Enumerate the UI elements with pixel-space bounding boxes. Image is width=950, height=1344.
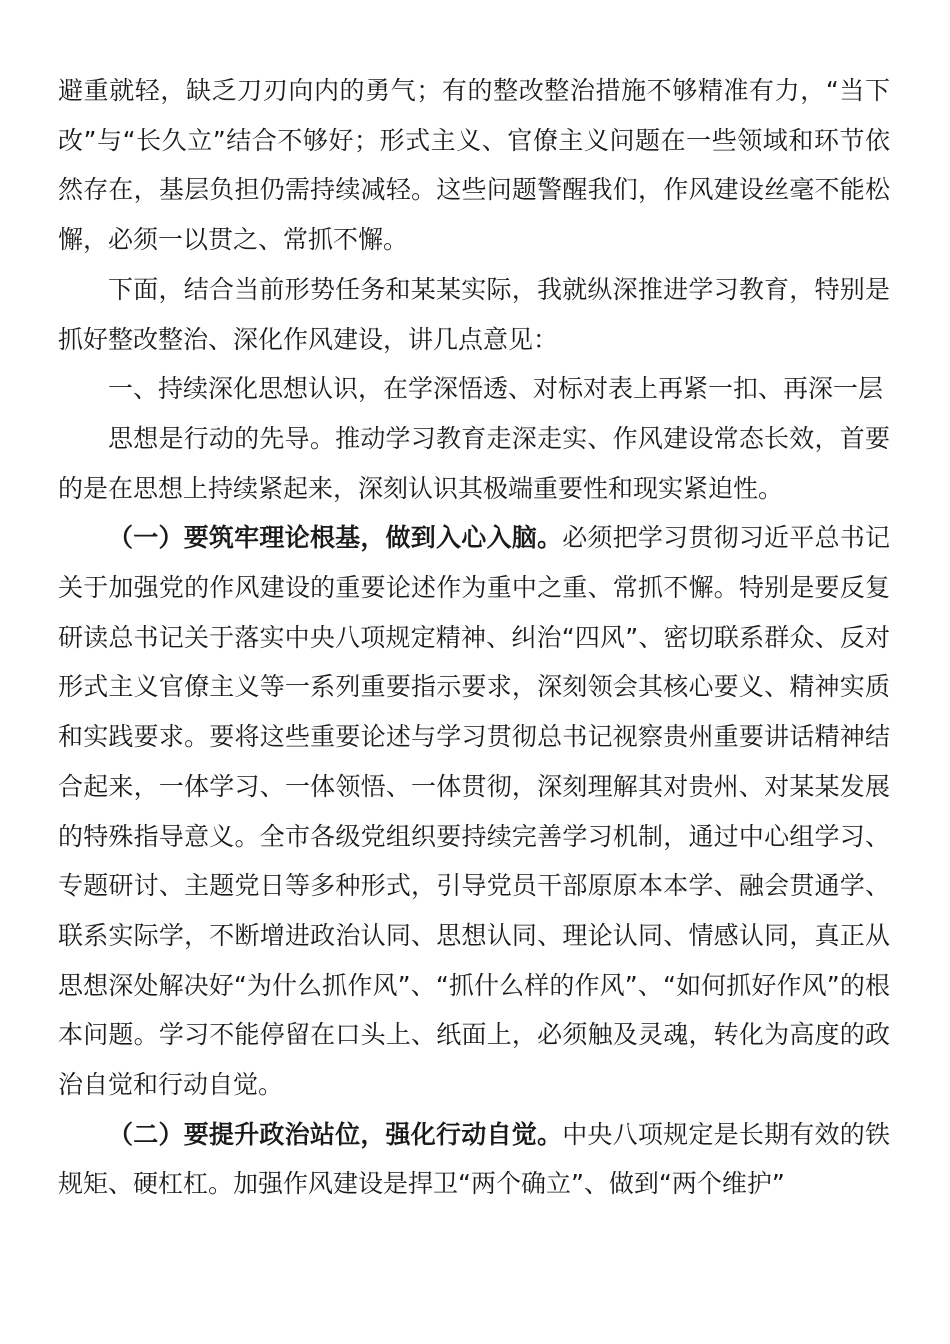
paragraph-text: 避重就轻，缺乏刀刃向内的勇气；有的整改整治措施不够精准有力，“当下改”与“长久立”结合不够好；形式主义、官僚主义问题在一些领域和环节依然存在，基层负担仍需持续减轻。这些问题警醒我们，作风建设丝毫不能松懈，必须一以贯之、常抓不懈。 bbox=[58, 76, 890, 255]
section-heading-one bbox=[58, 364, 890, 414]
paragraph-text: 下面，结合当前形势任务和某某实际，我就纵深推进学习教育，特别是抓好整改整治、深化作风建设，讲几点意见： bbox=[58, 274, 890, 354]
paragraph-thought-guide bbox=[58, 414, 890, 513]
point-two-lead: （二）要提升政治站位，强化行动自觉。 bbox=[108, 1119, 563, 1149]
paragraph-introduction bbox=[58, 265, 890, 364]
document-body bbox=[58, 66, 890, 1209]
section-heading-text: 一、持续深化思想认识，在学深悟透、对标对表上再紧一扣、再深一层 bbox=[108, 374, 884, 404]
paragraph-point-one bbox=[58, 513, 890, 1109]
paragraph-point-two bbox=[58, 1110, 890, 1209]
paragraph-text: 中央八项规定是长期有效的铁规矩、硬杠杠。加强作风建设是捍卫“两个确立”、做到“两个维护” bbox=[58, 1119, 890, 1199]
paragraph-continued-issues bbox=[58, 66, 890, 265]
paragraph-text: 思想是行动的先导。推动学习教育走深走实、作风建设常态长效，首要的是在思想上持续紧起来，深刻认识其极端重要性和现实紧迫性。 bbox=[58, 423, 890, 503]
paragraph-text: 必须把学习贯彻习近平总书记关于加强党的作风建设的重要论述作为重中之重、常抓不懈。特别是要反复研读总书记关于落实中央八项规定精神、纠治“四风”、密切联系群众、反对形式主义官僚主义等一系列重要指示要求，深刻领会其核心要义、精神实质和实践要求。要将这些重要论述与学习贯彻总书记视察贵州重要讲话精神结合起来，一体学习、一体领悟、一体贯彻，深刻理解其对贵州、对某某发展的特殊指导意义。全市各级党组织要持续完善学习机制，通过中心组学习、专题研讨、主题党日等多种形式，引导党员干部原原本本学、融会贯通学、联系实际学，不断增进政治认同、思想认同、理论认同、情感认同，真正从思想深处解决好“为什么抓作风”、“抓什么样的作风”、“如何抓好作风”的根本问题。学习不能停留在口头上、纸面上，必须触及灵魂，转化为高度的政治自觉和行动自觉。 bbox=[58, 523, 890, 1100]
point-one-lead: （一）要筑牢理论根基，做到入心入脑。 bbox=[108, 523, 563, 553]
